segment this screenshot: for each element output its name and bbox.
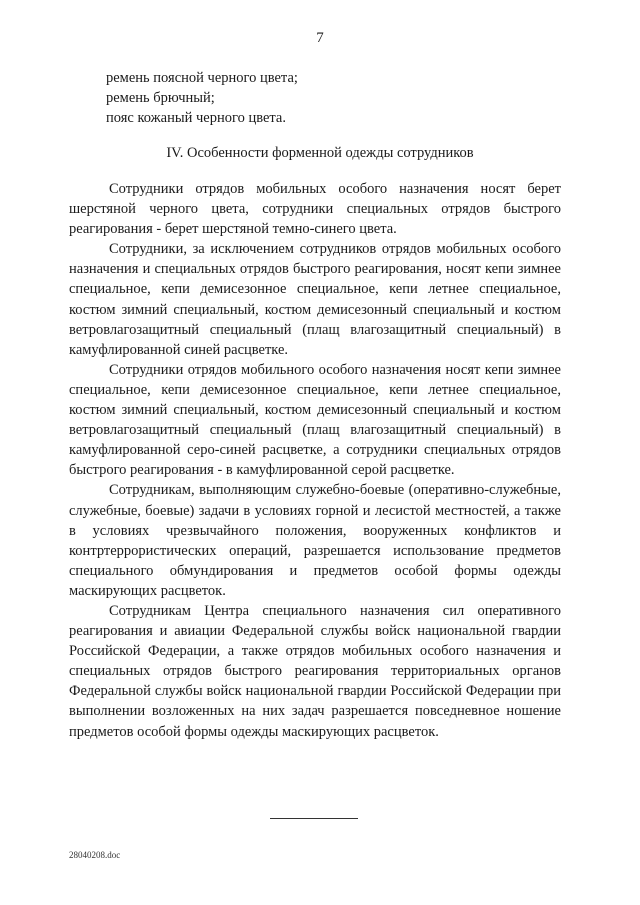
paragraph: Сотрудники отрядов мобильного особого назначения носят кепи зимнее специальное, кепи демисезонное специальное, кепи летнее специальное, костюм зимний специальный, костюм демисезонный специальный и костюм ветровлагозащитный специальный (плащ влагозащитный специальный) в камуфлированной серо-синей расцветке, а сотрудники специальных отрядов быстрого реагирования - в камуфлированной серой расцветке. [69, 361, 561, 479]
end-divider [270, 818, 358, 819]
paragraph: Сотрудникам, выполняющим служебно-боевые (оперативно-служебные, служебные, боевые) задачи в условиях горной и лесистой местностей, а также в условиях чрезвычайного положения, вооруженных конфликтов и контртеррористических операций, разрешается использование предметов специального обмундирования и предметов особой формы одежды маскирующих расцветок. [69, 482, 561, 599]
footer-filename: 28040208.doc [69, 850, 121, 860]
paragraph: Сотрудники отрядов мобильных особого назначения носят берет шерстяной черного цвета, сотрудники специальных отрядов быстрого реагирования - берет шерстяной темно-синего цвета. [69, 181, 561, 238]
paragraph: Сотрудники, за исключением сотрудников отрядов мобильных особого назначения и специальных отрядов быстрого реагирования, носят кепи зимнее специальное, кепи демисезонное специальное, кепи летнее специальное, костюм зимний специальный, костюм демисезонный специальный и костюм ветровлагозащитный специальный (плащ влагозащитный специальный) в камуфлированной синей расцветке. [69, 241, 561, 358]
paragraph: Сотрудникам Центра специального назначения сил оперативного реагирования и авиации Федеральной службы войск национальной гвардии Российской Федерации, а также отрядов мобильных особого назначения и специальных отрядов быстрого реагирования территориальных органов Федеральной службы войск национальной гвардии Российской Федерации при выполнении возложенных на них задач разрешается повседневное ношение предметов особой формы одежды маскирующих расцветок. [69, 602, 561, 740]
section-heading: IV. Особенности форменной одежды сотрудников [166, 145, 474, 161]
list-item: пояс кожаный черного цвета. [106, 110, 286, 126]
list-item: ремень поясной черного цвета; [106, 70, 298, 86]
belt-list [106, 68, 346, 128]
page-number: 7 [316, 30, 324, 46]
document-body [69, 179, 561, 742]
list-item: ремень брючный; [106, 90, 215, 106]
